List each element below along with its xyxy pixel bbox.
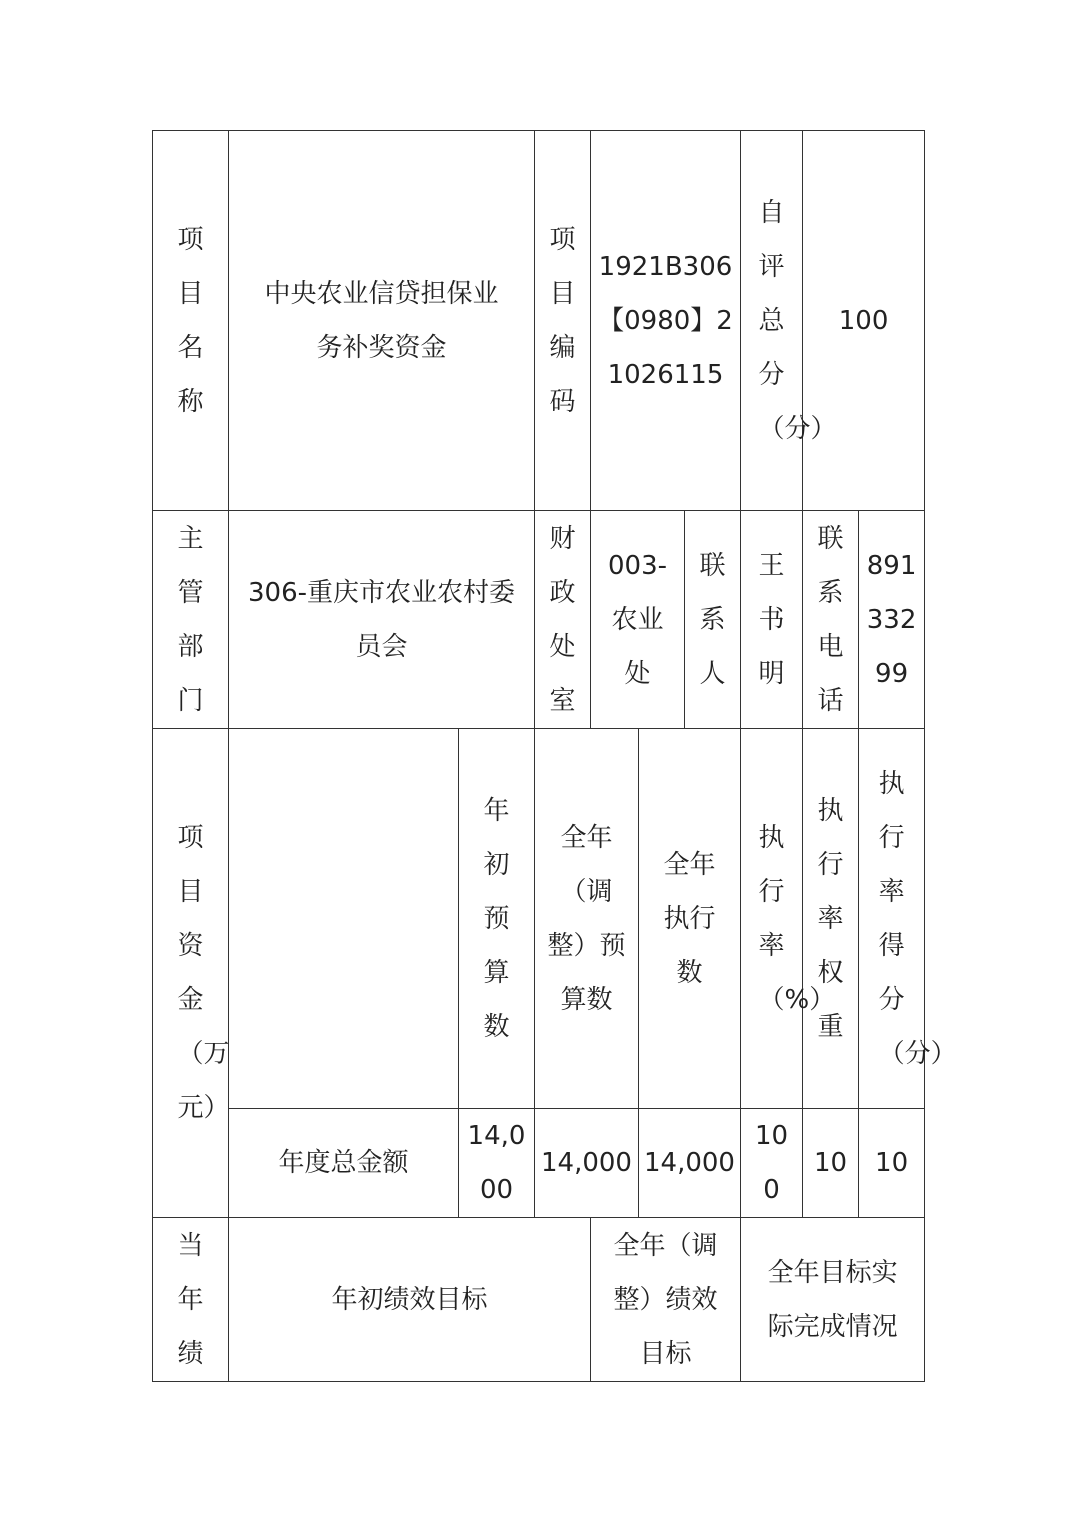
project-code-label-cell: 项目编码 xyxy=(535,131,591,511)
dept-label-cell: 主管部门 xyxy=(153,511,229,729)
self-score-label-cell: 自评总分（分） xyxy=(741,131,803,511)
row-department xyxy=(153,511,925,729)
exec-score-header-cell: 执行率得分（分） xyxy=(859,729,925,1109)
self-score-value: 100 xyxy=(838,305,889,336)
finance-office-label-cell: 财政处室 xyxy=(535,511,591,729)
project-name-label-cell: 项目名称 xyxy=(153,131,229,511)
annual-exec-value-cell xyxy=(639,1109,741,1218)
adjusted-budget-value-cell xyxy=(535,1109,639,1218)
adjusted-budget-value: 14,000 xyxy=(541,1148,632,1178)
contact-person: 王书明 xyxy=(758,550,785,689)
exec-rate-value: 100 xyxy=(754,1121,789,1205)
project-code-value: 1921B306【0980】21026115 xyxy=(598,251,733,390)
office-value-cell xyxy=(591,511,685,729)
adjusted-goal-header-cell: 全年（调整）绩效目标 xyxy=(591,1218,741,1382)
exec-score-value-cell xyxy=(859,1109,925,1218)
row-funds-header xyxy=(153,729,925,1109)
project-code-value-cell xyxy=(591,131,741,511)
project-name-value: 中央农业信贷担保业务补奖资金 xyxy=(264,278,499,363)
dept-value: 306-重庆市农业农村委员会 xyxy=(247,577,515,662)
dept-value-cell xyxy=(229,511,535,729)
exec-rate-value-cell xyxy=(741,1109,803,1218)
initial-budget-value-cell xyxy=(459,1109,535,1218)
contact-label-cell: 联系人 xyxy=(685,511,741,729)
actual-completion-header-cell: 全年目标实际完成情况 xyxy=(741,1218,925,1382)
initial-budget-value: 14,000 xyxy=(467,1121,526,1205)
row-funds-values xyxy=(153,1109,925,1218)
initial-goal-header-cell: 年初绩效目标 xyxy=(229,1218,591,1382)
row-performance-goals xyxy=(153,1218,925,1382)
contact-person-cell xyxy=(741,511,803,729)
self-score-value-cell xyxy=(803,131,925,511)
performance-self-evaluation-table xyxy=(152,130,957,1382)
project-name-value-cell xyxy=(229,131,535,511)
annual-exec-header-cell: 全年执行数 xyxy=(639,729,741,1109)
perf-goals-label-cell: 当年绩 xyxy=(153,1218,229,1382)
phone-label-cell: 联系电话 xyxy=(803,511,859,729)
exec-weight-header-cell: 执行率权重 xyxy=(803,729,859,1109)
office-value: 003-农业处 xyxy=(607,550,667,689)
row-project-info xyxy=(153,131,925,511)
exec-weight-value: 10 xyxy=(813,1148,848,1178)
adjusted-budget-header-cell: 全年（调整）预算数 xyxy=(535,729,639,1109)
funds-label-cell: 项目资金（万元） xyxy=(153,729,229,1218)
total-amount-label-cell: 年度总金额 xyxy=(229,1109,459,1218)
exec-score-value: 10 xyxy=(875,1148,909,1178)
annual-exec-value: 14,000 xyxy=(644,1148,735,1178)
exec-weight-value-cell xyxy=(803,1109,859,1218)
exec-rate-header-cell: 执行率（%） xyxy=(741,729,803,1109)
initial-budget-header-cell: 年初预算数 xyxy=(459,729,535,1109)
phone-value-cell xyxy=(859,511,925,729)
funds-blank-cell xyxy=(229,729,459,1109)
phone-value: 89133299 xyxy=(866,550,917,689)
